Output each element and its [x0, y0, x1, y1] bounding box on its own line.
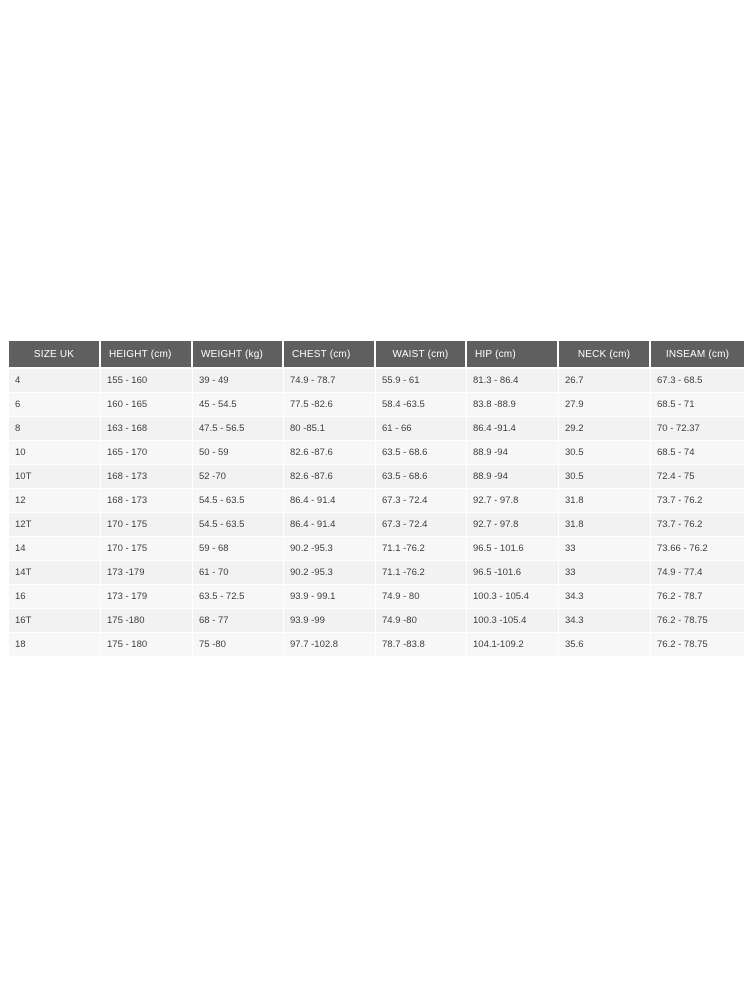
- cell-height: 175 - 180: [101, 633, 193, 657]
- cell-inseam: 73.7 - 76.2: [651, 489, 744, 513]
- header-hip: HIP (cm): [467, 341, 559, 369]
- cell-inseam: 70 - 72.37: [651, 417, 744, 441]
- cell-neck: 30.5: [559, 465, 651, 489]
- cell-neck: 26.7: [559, 369, 651, 393]
- cell-weight: 68 - 77: [193, 609, 284, 633]
- cell-chest: 93.9 - 99.1: [284, 585, 376, 609]
- cell-size: 10: [9, 441, 101, 465]
- cell-size: 12: [9, 489, 101, 513]
- header-waist: WAIST (cm): [376, 341, 467, 369]
- cell-weight: 54.5 - 63.5: [193, 513, 284, 537]
- cell-height: 173 - 179: [101, 585, 193, 609]
- header-size-uk: SIZE UK: [9, 341, 101, 369]
- cell-size: 16: [9, 585, 101, 609]
- cell-weight: 63.5 - 72.5: [193, 585, 284, 609]
- cell-inseam: 76.2 - 78.75: [651, 633, 744, 657]
- cell-waist: 63.5 - 68.6: [376, 465, 467, 489]
- cell-inseam: 68.5 - 71: [651, 393, 744, 417]
- cell-height: 163 - 168: [101, 417, 193, 441]
- cell-waist: 74.9 -80: [376, 609, 467, 633]
- cell-weight: 52 -70: [193, 465, 284, 489]
- table-row: [9, 417, 744, 441]
- cell-neck: 34.3: [559, 609, 651, 633]
- size-chart-body: [9, 369, 744, 657]
- cell-size: 14T: [9, 561, 101, 585]
- table-row: [9, 585, 744, 609]
- cell-hip: 81.3 - 86.4: [467, 369, 559, 393]
- header-neck: NECK (cm): [559, 341, 651, 369]
- cell-height: 155 - 160: [101, 369, 193, 393]
- cell-size: 6: [9, 393, 101, 417]
- size-chart: [9, 341, 744, 657]
- cell-waist: 67.3 - 72.4: [376, 513, 467, 537]
- cell-neck: 31.8: [559, 489, 651, 513]
- cell-inseam: 76.2 - 78.75: [651, 609, 744, 633]
- cell-weight: 54.5 - 63.5: [193, 489, 284, 513]
- cell-waist: 67.3 - 72.4: [376, 489, 467, 513]
- cell-chest: 86.4 - 91.4: [284, 489, 376, 513]
- cell-chest: 90.2 -95.3: [284, 561, 376, 585]
- table-row: [9, 393, 744, 417]
- cell-size: 18: [9, 633, 101, 657]
- cell-height: 170 - 175: [101, 513, 193, 537]
- cell-inseam: 68.5 - 74: [651, 441, 744, 465]
- cell-hip: 92.7 - 97.8: [467, 489, 559, 513]
- cell-neck: 29.2: [559, 417, 651, 441]
- cell-neck: 35.6: [559, 633, 651, 657]
- cell-weight: 45 - 54.5: [193, 393, 284, 417]
- table-row: [9, 513, 744, 537]
- cell-neck: 30.5: [559, 441, 651, 465]
- table-row: [9, 633, 744, 657]
- cell-hip: 104.1-109.2: [467, 633, 559, 657]
- cell-inseam: 76.2 - 78.7: [651, 585, 744, 609]
- cell-hip: 88.9 -94: [467, 441, 559, 465]
- cell-hip: 92.7 - 97.8: [467, 513, 559, 537]
- cell-height: 175 -180: [101, 609, 193, 633]
- cell-size: 14: [9, 537, 101, 561]
- cell-waist: 74.9 - 80: [376, 585, 467, 609]
- cell-hip: 100.3 -105.4: [467, 609, 559, 633]
- table-row: [9, 489, 744, 513]
- cell-weight: 39 - 49: [193, 369, 284, 393]
- cell-waist: 71.1 -76.2: [376, 537, 467, 561]
- cell-hip: 96.5 - 101.6: [467, 537, 559, 561]
- cell-weight: 75 -80: [193, 633, 284, 657]
- cell-neck: 33: [559, 537, 651, 561]
- cell-chest: 74.9 - 78.7: [284, 369, 376, 393]
- cell-waist: 61 - 66: [376, 417, 467, 441]
- cell-size: 8: [9, 417, 101, 441]
- table-row: [9, 537, 744, 561]
- header-height: HEIGHT (cm): [101, 341, 193, 369]
- cell-weight: 61 - 70: [193, 561, 284, 585]
- cell-size: 4: [9, 369, 101, 393]
- cell-height: 160 - 165: [101, 393, 193, 417]
- table-row: [9, 561, 744, 585]
- cell-inseam: 73.7 - 76.2: [651, 513, 744, 537]
- cell-hip: 86.4 -91.4: [467, 417, 559, 441]
- cell-waist: 63.5 - 68.6: [376, 441, 467, 465]
- cell-height: 173 -179: [101, 561, 193, 585]
- cell-chest: 86.4 - 91.4: [284, 513, 376, 537]
- cell-waist: 58.4 -63.5: [376, 393, 467, 417]
- cell-chest: 82.6 -87.6: [284, 465, 376, 489]
- header-row: [9, 341, 744, 369]
- cell-waist: 55.9 - 61: [376, 369, 467, 393]
- cell-chest: 80 -85.1: [284, 417, 376, 441]
- cell-height: 168 - 173: [101, 489, 193, 513]
- cell-hip: 83.8 -88.9: [467, 393, 559, 417]
- cell-hip: 100.3 - 105.4: [467, 585, 559, 609]
- table-row: [9, 441, 744, 465]
- cell-weight: 59 - 68: [193, 537, 284, 561]
- cell-inseam: 67.3 - 68.5: [651, 369, 744, 393]
- cell-height: 170 - 175: [101, 537, 193, 561]
- cell-neck: 34.3: [559, 585, 651, 609]
- cell-neck: 27.9: [559, 393, 651, 417]
- table-row: [9, 369, 744, 393]
- cell-chest: 90.2 -95.3: [284, 537, 376, 561]
- cell-size: 10T: [9, 465, 101, 489]
- cell-hip: 96.5 -101.6: [467, 561, 559, 585]
- cell-inseam: 74.9 - 77.4: [651, 561, 744, 585]
- header-inseam: INSEAM (cm): [651, 341, 744, 369]
- cell-neck: 31.8: [559, 513, 651, 537]
- size-chart-table: [9, 341, 744, 657]
- cell-weight: 50 - 59: [193, 441, 284, 465]
- cell-waist: 78.7 -83.8: [376, 633, 467, 657]
- cell-inseam: 73.66 - 76.2: [651, 537, 744, 561]
- cell-chest: 82.6 -87.6: [284, 441, 376, 465]
- header-weight: WEIGHT (kg): [193, 341, 284, 369]
- cell-size: 16T: [9, 609, 101, 633]
- cell-size: 12T: [9, 513, 101, 537]
- cell-neck: 33: [559, 561, 651, 585]
- table-row: [9, 465, 744, 489]
- header-chest: CHEST (cm): [284, 341, 376, 369]
- cell-height: 168 - 173: [101, 465, 193, 489]
- cell-height: 165 - 170: [101, 441, 193, 465]
- cell-inseam: 72.4 - 75: [651, 465, 744, 489]
- cell-waist: 71.1 -76.2: [376, 561, 467, 585]
- cell-chest: 93.9 -99: [284, 609, 376, 633]
- cell-chest: 77.5 -82.6: [284, 393, 376, 417]
- cell-hip: 88.9 -94: [467, 465, 559, 489]
- table-row: [9, 609, 744, 633]
- cell-chest: 97.7 -102.8: [284, 633, 376, 657]
- cell-weight: 47.5 - 56.5: [193, 417, 284, 441]
